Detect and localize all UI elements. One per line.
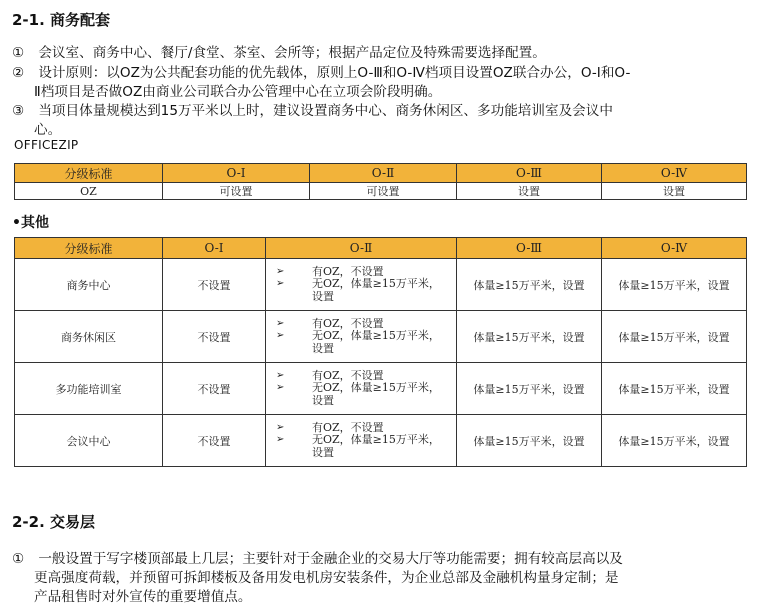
item-number: ① — [12, 551, 25, 567]
table-row — [15, 259, 747, 311]
table-cell: 设置 — [457, 183, 602, 200]
item-text: 会议室、商务中心、餐厅/食堂、茶室、会所等；根据产品定位及特殊需要选择配置。 — [38, 45, 546, 61]
bullet-text: 无OZ，体量≥15万平米， — [312, 433, 440, 447]
bullet-text: 无OZ，体量≥15万平米， — [312, 329, 440, 343]
arrow-bullet-icon: ➢ — [276, 434, 285, 446]
list-item — [12, 61, 630, 81]
header-cell: O-Ⅳ — [602, 164, 747, 183]
table-row — [15, 363, 747, 415]
table-header-row — [15, 164, 747, 183]
section-heading-2-1: 2-1. 商务配套 — [12, 11, 111, 29]
table-cell: 体量≥15万平米，设置 — [457, 363, 602, 415]
table-cell: 不设置 — [163, 311, 266, 363]
table-cell: 可设置 — [163, 183, 310, 200]
item-text: 设计原则：以OZ为公共配套功能的优先载体，原则上O-Ⅲ和O-Ⅳ档项目设置OZ联合办公，O-Ⅰ和O- — [38, 65, 631, 81]
header-cell: O-Ⅰ — [163, 238, 266, 259]
bullet-text-continued: 设置 — [312, 393, 334, 407]
arrow-bullet-icon: ➢ — [276, 330, 285, 342]
bullet-text-continued: 设置 — [312, 445, 334, 459]
table-cell: 体量≥15万平米，设置 — [602, 311, 747, 363]
item-text-continued: Ⅱ档项目是否做OZ由商业公司联合办公管理中心在立项会阶段明确。 — [34, 84, 442, 100]
bullet-text-continued: 设置 — [312, 341, 334, 355]
table-cell: 体量≥15万平米，设置 — [602, 363, 747, 415]
bullet-list-cell — [266, 363, 457, 415]
table-cell: 体量≥15万平米，设置 — [457, 311, 602, 363]
arrow-bullet-icon: ➢ — [276, 265, 285, 277]
header-cell: O-Ⅱ — [266, 238, 457, 259]
table-cell: OZ — [15, 183, 163, 200]
bullet-text: 无OZ，体量≥15万平米， — [312, 277, 440, 291]
header-cell: O-Ⅲ — [457, 238, 602, 259]
table-row — [15, 183, 747, 200]
facility-name-cell: 商务中心 — [15, 259, 163, 311]
header-cell: O-Ⅲ — [457, 164, 602, 183]
arrow-bullet-icon: ➢ — [276, 382, 285, 394]
item-text: 当项目体量规模达到15万平米以上时，建议设置商务中心、商务休闲区、多功能培训室及会议中 — [38, 103, 613, 119]
facility-name-cell: 多功能培训室 — [15, 363, 163, 415]
list-item — [12, 99, 613, 119]
item-text-continued: 产品租售时对外宣传的重要增值点。 — [34, 589, 252, 605]
item-text: 一般设置于写字楼顶部最上几层；主要针对于金融企业的交易大厅等功能需要；拥有较高层高以及 — [38, 551, 623, 567]
header-cell: O-Ⅳ — [602, 238, 747, 259]
table-cell: 不设置 — [163, 415, 266, 467]
section-heading-2-2: 2-2. 交易层 — [12, 513, 96, 531]
table-cell: 体量≥15万平米，设置 — [602, 259, 747, 311]
table-cell: 体量≥15万平米，设置 — [457, 259, 602, 311]
bullet-text: 无OZ，体量≥15万平米， — [312, 381, 440, 395]
bullet-text: 有OZ，不设置 — [312, 368, 384, 382]
bullet-text-continued: 设置 — [312, 289, 334, 303]
item-number: ① — [12, 45, 25, 61]
arrow-bullet-icon: ➢ — [276, 278, 285, 290]
bullet-text: 有OZ，不设置 — [312, 264, 384, 278]
bullet-list-cell — [266, 311, 457, 363]
list-item — [12, 41, 546, 61]
list-item — [12, 547, 623, 567]
officezip-label: OFFICEZIP — [14, 138, 79, 152]
arrow-bullet-icon: ➢ — [276, 317, 285, 329]
header-cell: O-Ⅱ — [310, 164, 457, 183]
arrow-bullet-icon: ➢ — [276, 421, 285, 433]
table-cell: 设置 — [602, 183, 747, 200]
oz-grade-table — [14, 163, 747, 200]
bullet-text: 有OZ，不设置 — [312, 316, 384, 330]
bullet-list-cell — [266, 259, 457, 311]
bullet-list-cell — [266, 415, 457, 467]
facility-grade-table — [14, 237, 747, 467]
table-header-row — [15, 238, 747, 259]
arrow-bullet-icon: ➢ — [276, 369, 285, 381]
table-row — [15, 311, 747, 363]
bullet-text: 有OZ，不设置 — [312, 420, 384, 434]
item-text-continued: 更高强度荷载，并预留可拆卸楼板及备用发电机房安装条件，为企业总部及金融机构量身定制；是 — [34, 570, 619, 586]
header-cell: 分级标准 — [15, 164, 163, 183]
other-heading: •其他 — [12, 215, 49, 231]
table-row — [15, 415, 747, 467]
table-cell: 体量≥15万平米，设置 — [457, 415, 602, 467]
item-number: ② — [12, 65, 25, 81]
header-cell: O-Ⅰ — [163, 164, 310, 183]
table-cell: 体量≥15万平米，设置 — [602, 415, 747, 467]
item-text-continued: 心。 — [34, 122, 62, 138]
item-number: ③ — [12, 103, 25, 119]
header-cell: 分级标准 — [15, 238, 163, 259]
table-cell: 不设置 — [163, 363, 266, 415]
facility-name-cell: 商务休闲区 — [15, 311, 163, 363]
table-cell: 不设置 — [163, 259, 266, 311]
table-cell: 可设置 — [310, 183, 457, 200]
facility-name-cell: 会议中心 — [15, 415, 163, 467]
